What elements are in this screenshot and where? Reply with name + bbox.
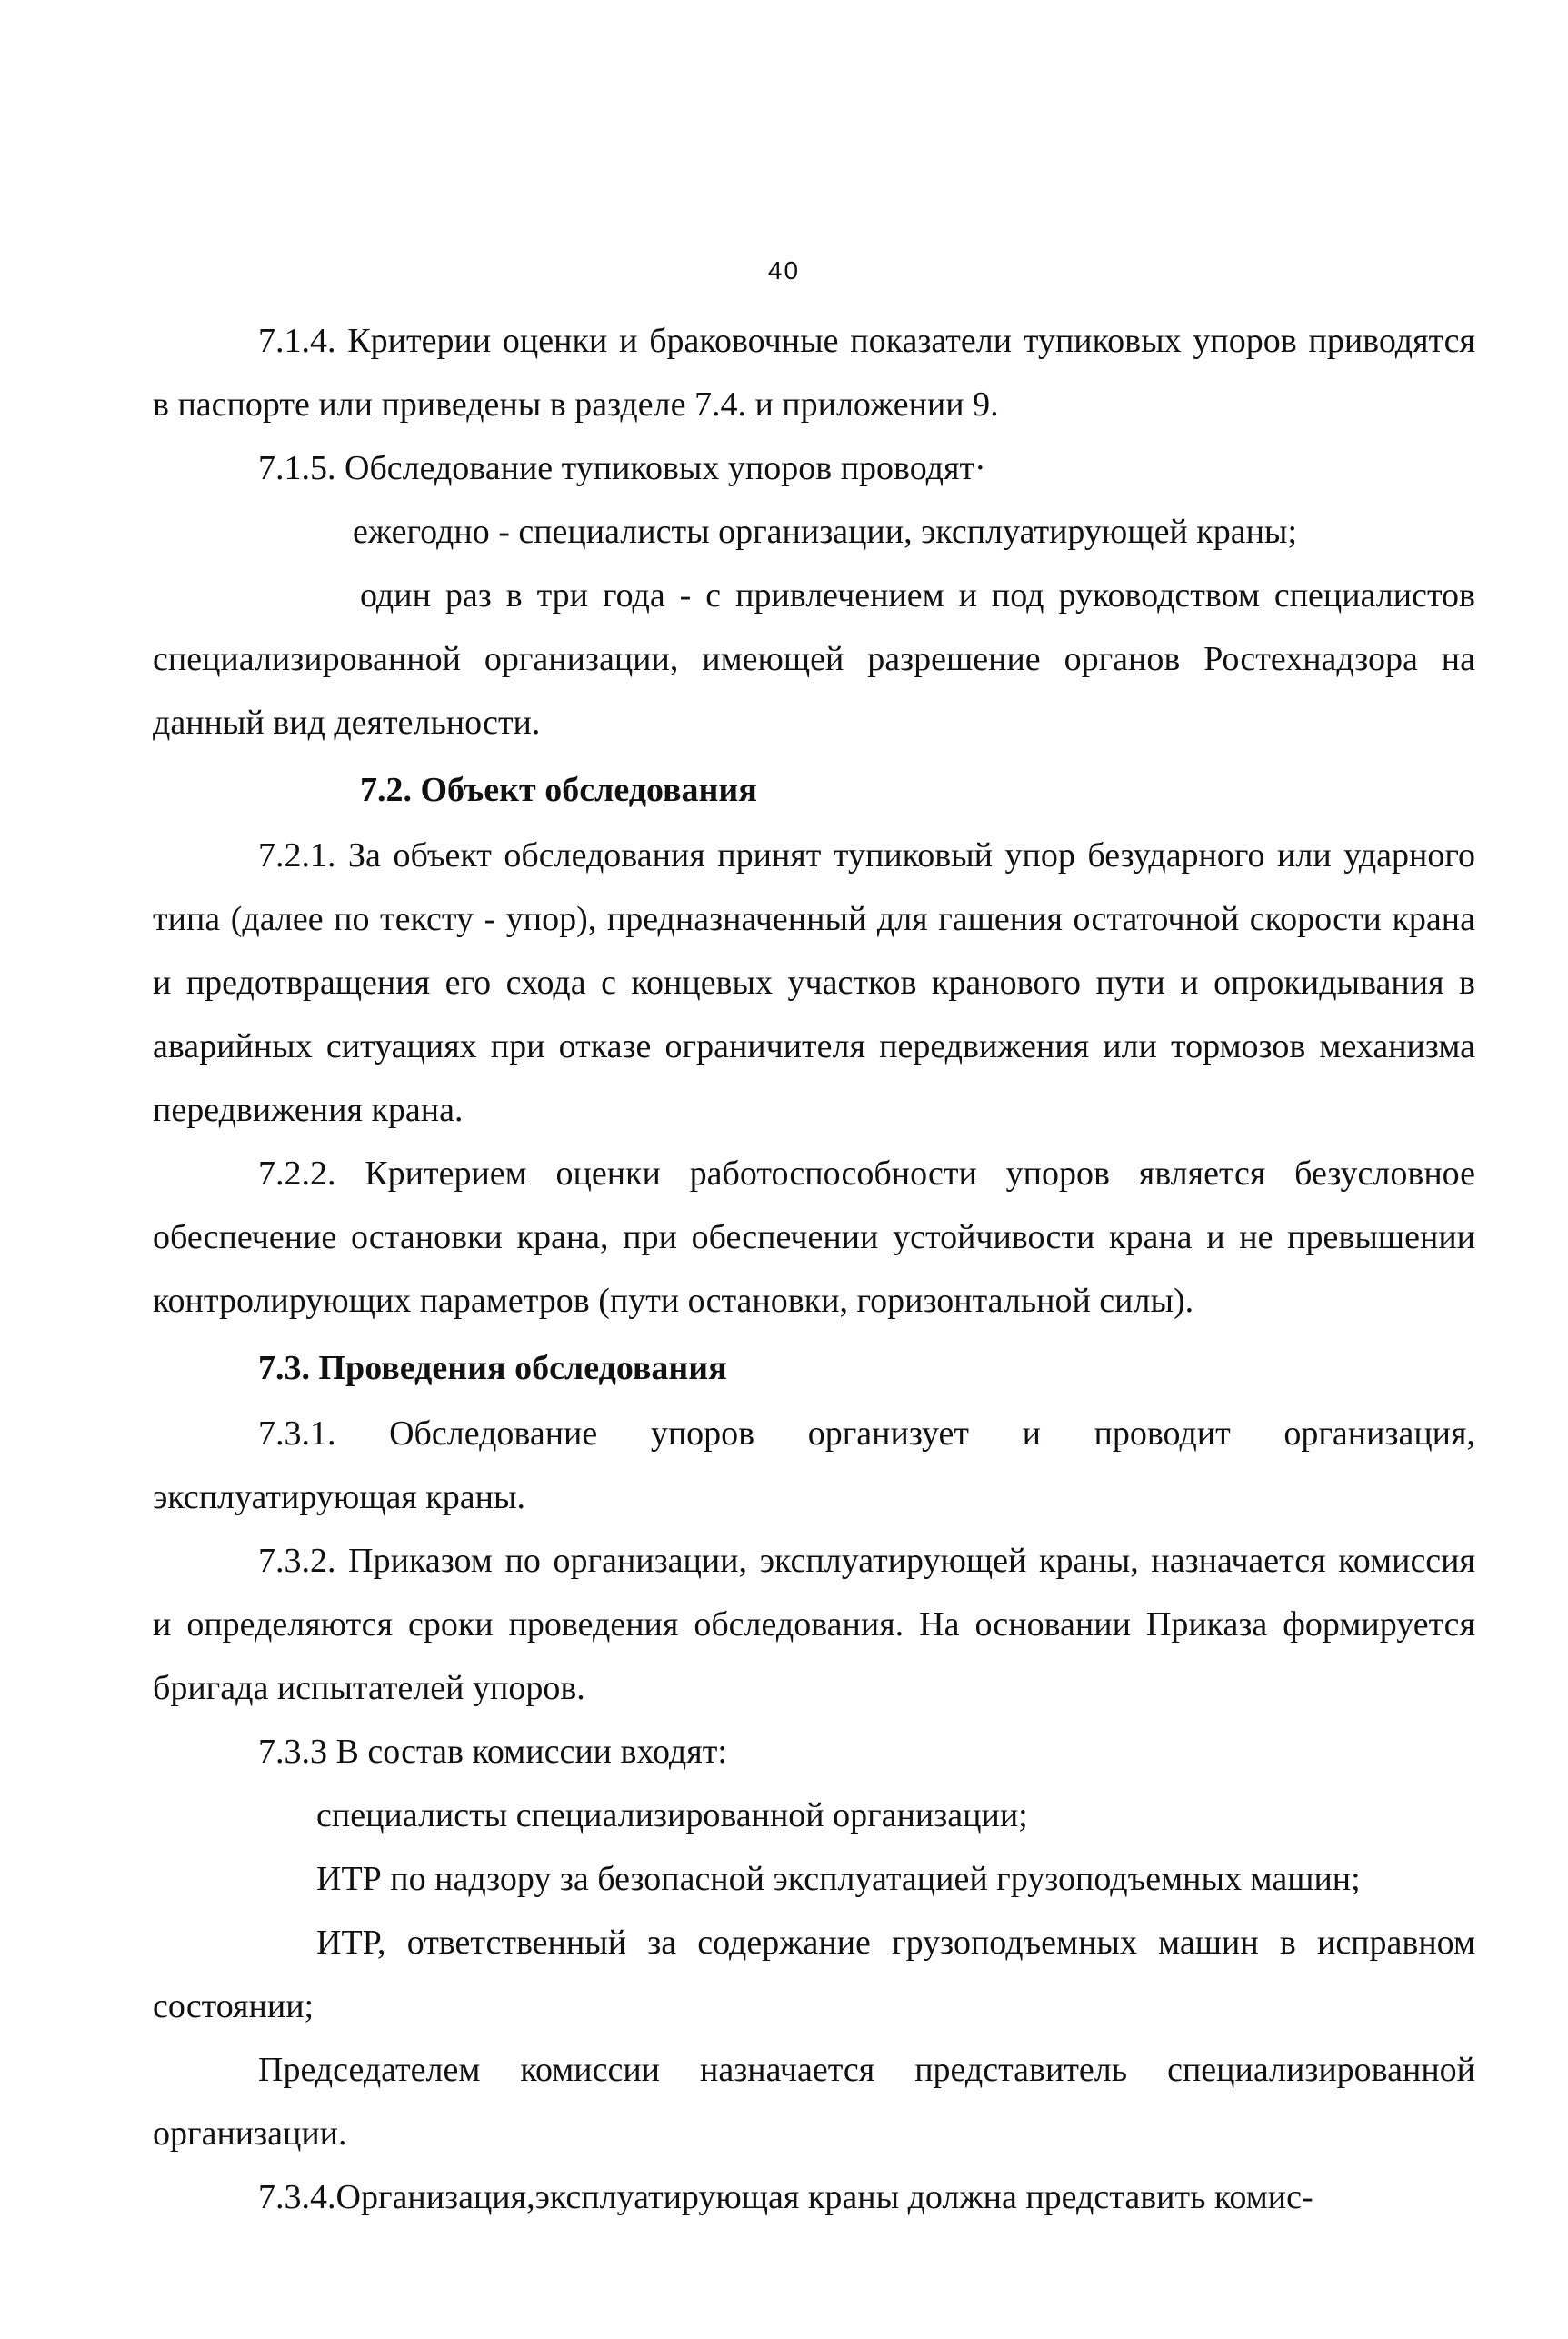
section-heading-7-2: 7.2. Объект обследования xyxy=(360,771,757,809)
document-body xyxy=(153,309,1475,2229)
list-item-three-years: один раз в три года - с привлечением и под руководством специалистов специализированной организации, имеющей разрешение органов Ростехнадзора на данный вид деятельности. xyxy=(153,576,1475,742)
paragraph-7-1-4: 7.1.4. Критерии оценки и браковочные показатели тупиковых упоров приводятся в паспорте или приведены в разделе 7.4. и приложении 9. xyxy=(153,322,1475,424)
paragraph-7-2-1: 7.2.1. За объект обследования принят тупиковый упор безударного или ударного типа (далее по тексту - упор), предназначенный для гашения остаточной скорости крана и предотвращения его схода с концевых участков кранового пути и опрокидывания в аварийных ситуациях при отказе ограничителя передвижения или тормозов механизма передвижения крана. xyxy=(153,836,1475,1129)
paragraph-7-2-2: 7.2.2. Критерием оценки работоспособности упоров является безусловное обеспечение остановки крана, при обеспечении устойчивости крана и не превышении контролирующих параметров (пути остановки, горизонтальной силы). xyxy=(153,1155,1475,1320)
list-item-itr-responsible: ИТР, ответственный за содержание грузоподъемных машин в исправном состоянии; xyxy=(153,1924,1475,2025)
list-item-annual: ежегодно - специалисты организации, эксплуатирующей краны; xyxy=(353,513,1298,551)
paragraph-chairman: Председателем комиссии назначается представитель специализированной организации. xyxy=(153,2051,1475,2153)
paragraph-7-3-3: 7.3.3 В состав комиссии входят: xyxy=(258,1733,727,1771)
paragraph-7-3-4: 7.3.4.Организация,эксплуатирующая краны должна представить комис- xyxy=(258,2178,1313,2216)
paragraph-7-3-1: 7.3.1. Обследование упоров организует и проводит организация, эксплуатирующая краны. xyxy=(153,1414,1475,1516)
paragraph-7-3-2: 7.3.2. Приказом по организации, эксплуатирующей краны, назначается комиссия и определяются сроки проведения обследования. На основании Приказа формируется бригада испытателей упоров. xyxy=(153,1542,1475,1707)
list-item-specialists: специалисты специализированной организации; xyxy=(316,1796,1028,1834)
list-item-itr-supervision: ИТР по надзору за безопасной эксплуатацией грузоподъемных машин; xyxy=(316,1860,1361,1898)
paragraph-7-1-5: 7.1.5. Обследование тупиковых упоров проводят· xyxy=(258,449,986,487)
section-heading-7-3: 7.3. Проведения обследования xyxy=(258,1349,727,1387)
page-number: 40 xyxy=(767,256,801,285)
